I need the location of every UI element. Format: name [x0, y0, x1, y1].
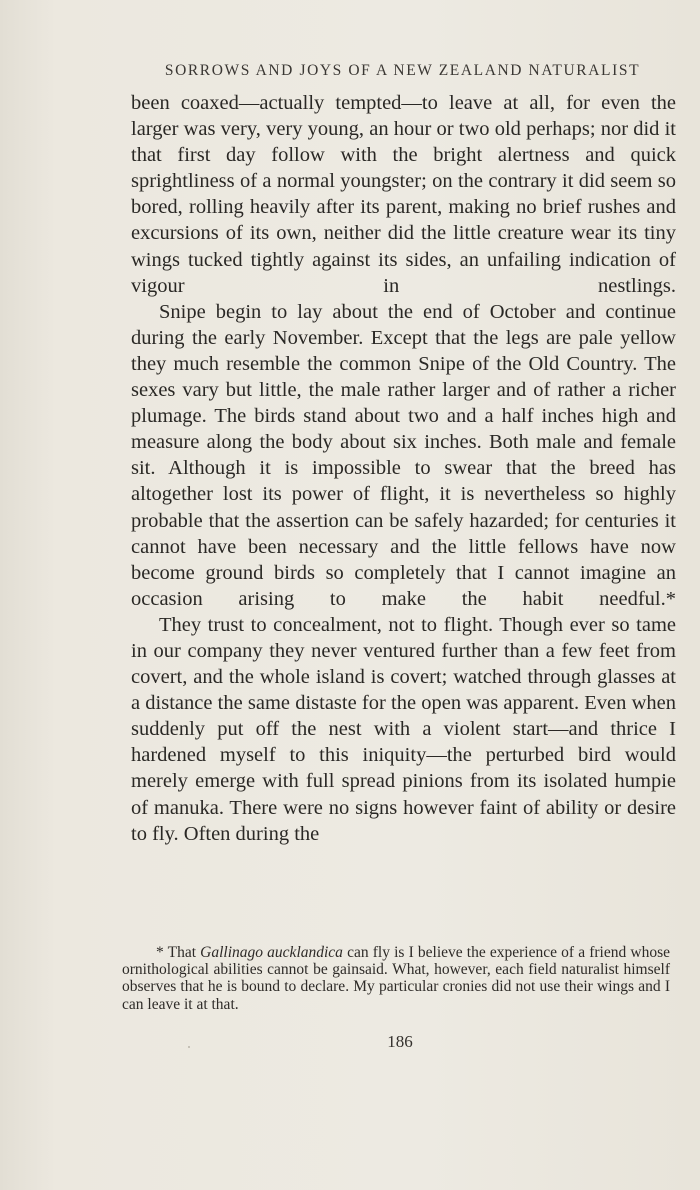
paragraph-snipe-laying: Snipe begin to lay about the end of October and continue during the early November. Except that the legs are pale yellow they much resemble the common Snipe of the Old Country. The sexes vary but little, the male rather larger and of rather a richer plumage. The birds stand about two and a half inches high and measure along the body about six inches. Both male and female sit. Although it is impossible to swear that the breed has altogether lost its power of flight, it is nevertheless so highly probable that the assertion can be safely hazarded; for centuries it cannot have been necessary and the little fellows have now become ground birds so completely that I cannot imagine an occasion arising to make the habit needful.*: [131, 300, 676, 610]
body-text: [131, 90, 676, 847]
page-number: 186: [387, 1032, 413, 1051]
scan-speck: [188, 1046, 190, 1048]
footnote: [122, 944, 670, 1013]
running-head: SORROWS AND JOYS OF A NEW ZEALAND NATURALIST: [164, 62, 641, 79]
footnote-marker: * That: [156, 944, 201, 961]
paragraph-continuation: been coaxed—actually tempted—to leave at all, for even the larger was very, very young, an hour or two old perhaps; nor did it that first day follow with the bright alertness and quick sprightliness of a normal youngster; on the contrary it did seem so bored, rolling heavily after its parent, making no brief rushes and excursions of its own, neither did the little creature wear its tiny wings tucked tightly against its sides, an unfailing indication of vigour in nestlings.: [131, 92, 676, 297]
footnote-species-name: Gallinago aucklandica: [200, 944, 343, 961]
footnote-text: [122, 944, 670, 1013]
footnote-body: can fly is I believe the experience of a friend whose ornithological abilities cannot be gainsaid. What, however, each field naturalist himself observes that he is bound to declare. My particular cronies did not use their wings and I can leave it at that.: [122, 944, 670, 1013]
paragraph-concealment: They trust to concealment, not to flight. Though ever so tame in our company they never ventured further than a few feet from covert, and the whole island is covert; watched through glasses at a distance the same distaste for the open was apparent. Even when suddenly put off the nest with a violent start—and thrice I hardened myself to this iniquity—the perturbed bird would merely emerge with full spread pinions from its isolated humpie of manuka. There were no signs however faint of ability or desire to fly. Often during the: [131, 613, 676, 845]
